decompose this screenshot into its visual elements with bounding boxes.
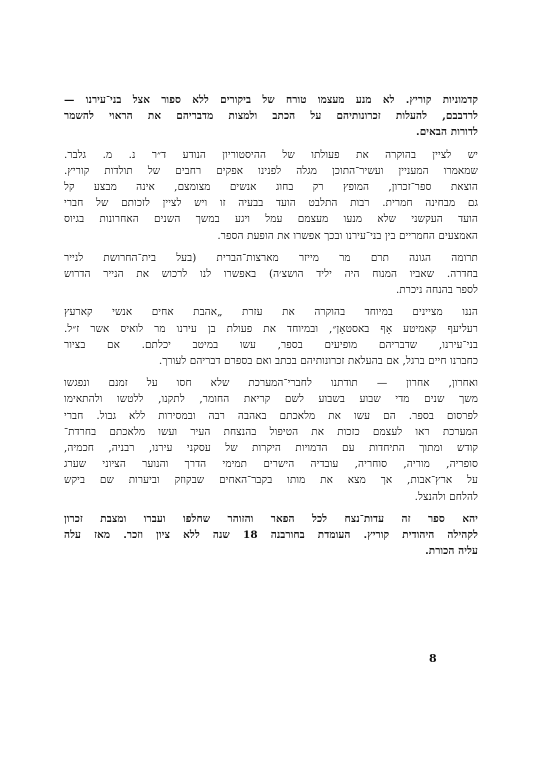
text-line: הוצאת ספר־זכרון, המופץ רק בחוג אנשים מצומצם, אינה מבצע קל bbox=[64, 181, 478, 194]
text-line: האמצעים החמריים בין בני־עירנו ובכך אפשרו את הופעת הספר. bbox=[217, 229, 478, 242]
text-line: לספר בהנחה ניכרת. bbox=[395, 284, 478, 297]
text-line: לדורות הבאים. bbox=[415, 126, 478, 139]
body-text bbox=[64, 92, 478, 565]
text-line: לקהילה היהודית קוריץ. העומדת בחורבנה 18 שנה ללא ציון וזכר. מאז עלה bbox=[64, 529, 478, 542]
text-line: על ארץ־אבות, אך מצא את מותו בקבר־האחים שבקוזק וביערות שם ביקש bbox=[64, 474, 478, 487]
text-line: יש לציין בהוקרה את פעולתו של ההיסטוריון הנודע ד״ר נ. מ. גלבר. bbox=[64, 148, 478, 161]
text-line: כחברנו חיים ברגל, אם בהעלאת זכרונותיהם בכתב ואם בספרם דבריהם לעורך. bbox=[158, 355, 478, 368]
paragraph bbox=[64, 304, 478, 369]
text-line: משך שנים מדי שבוע בשבוע לשם קריאת החומר, לתקנו, ללטשו ולהתאימו bbox=[64, 393, 478, 406]
page-number: 8 bbox=[429, 652, 437, 665]
text-line: סופריה, מוריה, סוחריה, עובדיה הישרים תמימי הדרך והנוער הציוני שערג bbox=[64, 458, 478, 471]
text-line: קדמוניות קוריץ. לא מנע מעצמו טורח של ביקורים ללא ספור אצל בני־עירנו — bbox=[64, 94, 478, 106]
paragraph bbox=[64, 147, 478, 244]
text-line: לפרסום בספר. הם עשו את מלאכתם באהבה רבה ובמסירות ללא גבול. חברי bbox=[64, 409, 478, 422]
text-line: גם מבחינה חמרית. רבות התלבט הועד בבעיה זו ויש לציין לזכותם של חברי bbox=[64, 197, 478, 210]
text-line: שמאמרו המעניין ועשיר־התוכן מגלה לפנינו אפקים רחבים של תולדות קוריץ. bbox=[64, 164, 478, 177]
text-line: הועד העקשני שלא מנעו מעצמם עמל ויגע במשך השנים האחרונות בגיוס bbox=[64, 213, 478, 226]
text-line: תרומה הגונה תרם מר מייזר מארצות־הברית (בעל בית־החרושת לנייר bbox=[64, 251, 478, 264]
paragraph bbox=[64, 375, 478, 505]
paragraph bbox=[64, 92, 478, 141]
text-line: ואחרון, אחרון — תודתנו לחברי־המערכת שלא חסו על זמנם ונפגשו bbox=[64, 377, 478, 390]
text-line: המערכת ראו לעצמם כזכות את הטיפול בהנצחת העיר ועשו מלאכתם בחרדת־ bbox=[64, 425, 478, 438]
text-line: יהא ספר זה עדות־נצח לכל הפאר והזוהר שחלפו ועברו ומצבת זכרון bbox=[64, 512, 478, 525]
text-line: לרדבבם, להעלות זכרונותיהם על הכתב ולמצות מדבריהם את הראוי להשמר bbox=[64, 110, 478, 123]
text-line: קודש ומתוך התיחדות עם הדמויות היקרות של עסקני עירנו, רבניה, חכמיה, bbox=[64, 442, 478, 455]
text-line: להלחם ולהנצל. bbox=[414, 490, 478, 503]
text-line: בחדרה. שאביו המנוח היה יליד הושצ׳ה) באפשרו לנו לרכוש את הנייר הדרוש bbox=[64, 268, 478, 281]
text-line: רעליעף קאמיטע אָף באסטאָן״, ובמיוחד את פעולת בן עירנו מר לואיס אשר ז״ל. bbox=[64, 322, 478, 335]
paragraph bbox=[64, 250, 478, 299]
paragraph bbox=[64, 511, 478, 560]
text-line: הננו מציינים במיוחד בהוקרה את עזרת „אהבת אחים אנשי קארעץ bbox=[64, 306, 478, 319]
text-line: בני־עירנו, שדבריהם מופיעים בספר, עשו במיטב יכלתם. אם בציור bbox=[64, 338, 478, 351]
text-line: עליה הכורת. bbox=[425, 545, 478, 558]
